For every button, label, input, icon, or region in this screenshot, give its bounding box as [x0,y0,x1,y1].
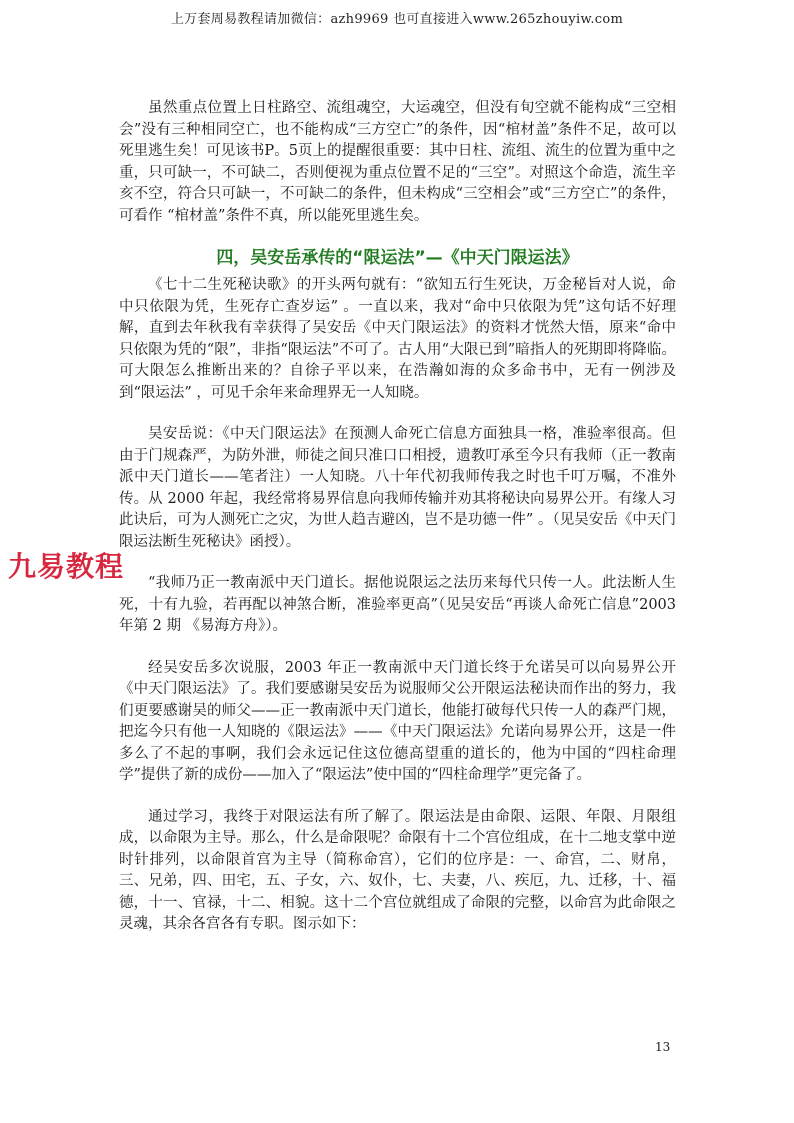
paragraph-3: 吴安岳说：《中天门限运法》在预测人命死亡信息方面独具一格，准验率很高。但由于门规森严，为防外泄，师徒之间只准口口相授，遗教叮承至今只有我师（正一教南派中天门道长——笔者注）一人知晓。八十年代初我师传我之时也千叮万嘱，不准外传。从 2000 年起，我经常将易界信息向我师传输并劝其将秘诀向易界公开。有缘人习此诀后，可为人测死亡之灾，为世人趋吉避凶，岂不是功德一件” 。（见吴安岳《中天门限运法断生死秘诀》函授）。 [119,426,676,550]
paragraph-4: “我师乃正一教南派中天门道长。据他说限运之法历来每代只传一人。此法断人生死，十有九验，若再配以神煞合断，准验率更高”（见吴安岳“再谈人命死亡信息”2003 年第 2 期 《易海方舟》）。 [119,575,676,634]
paragraph-5: 经吴安岳多次说服，2003 年正一教南派中天门道长终于允诺吴可以向易界公开《中天门限运法》了。我们要感谢吴安岳为说服师父公开限运法秘诀而作出的努力，我们更要感谢吴的师父——正一教南派中天门道长，他能打破每代只传一人的森严门规，把迄今只有他一人知晓的《限运法》——《中天门限运法》允诺向易界公开，这是一件多么了不起的事啊，我们会永远记住这位德高望重的道长的，他为中国的“四柱命理学”提供了新的成份——加入了“限运法”使中国的“四柱命理学”更完备了。 [119,659,676,783]
page-header: 上万套周易教程请加微信：azh9969 也可直接进入www.265zhouyiw.com [170,12,624,27]
page-number: 13 [655,1040,671,1054]
paragraph-2: 《七十二生死秘诀歌》的开头两句就有：“欲知五行生死诀，万金秘旨对人说，命中只依限为凭，生死存亡查岁运” 。一直以来，我对“命中只依限为凭”这句话不好理解，直到去年秋我有幸获得了吴安岳《中天门限运法》的资料才恍然大悟，原来“命中只依限为凭的“限”，非指“限运法”不可了。古人用“大限已到”暗指人的死期即将降临。可大限怎么推断出来的？自徐子平以来，在浩瀚如海的众多命书中，无有一例涉及到“限运法” ，可见千余年来命理界无一人知晓。 [119,277,676,401]
paragraph-1: 虽然重点位置上日柱路空、流组魂空，大运魂空，但没有旬空就不能构成“三空相会”没有三种相同空亡，也不能构成“三方空亡”的条件，因“棺材盖”条件不足，故可以死里逃生矣！可见该书P。5页上的提醒很重要：其中日柱、流组、流生的位置为重中之重，只可缺一，不可缺二，否则便视为重点位置不足的“三空”。对照这个命造，流生辛亥不空，符合只可缺一，不可缺二的条件，但未构成“三空相会”或“三方空亡”的条件，可看作 “棺材盖”条件不真，所以能死里逃生矣。 [119,100,676,224]
section-title: 四，吴安岳承传的“限运法”—《中天门限运法》 [216,248,579,268]
document-body [119,98,676,936]
watermark-logo: 九易教程 [8,550,125,583]
paragraph-6: 通过学习，我终于对限运法有所了解了。限运法是由命限、运限、年限、月限组成，以命限为主导。那么，什么是命限呢？命限有十二个宫位组成，在十二地支掌中逆时针排列，以命限首宫为主导（简称命宫），它们的位序是：一、命宫，二、财帛，三、兄弟，四、田宅，五、子女，六、奴仆，七、夫妻，八、疾厄，九、迁移，十、福德，十一、官禄，十二、相貌。这十二个宫位就组成了命限的完整，以命宫为此命限之灵魂，其余各宫各有专职。图示如下： [119,808,676,932]
